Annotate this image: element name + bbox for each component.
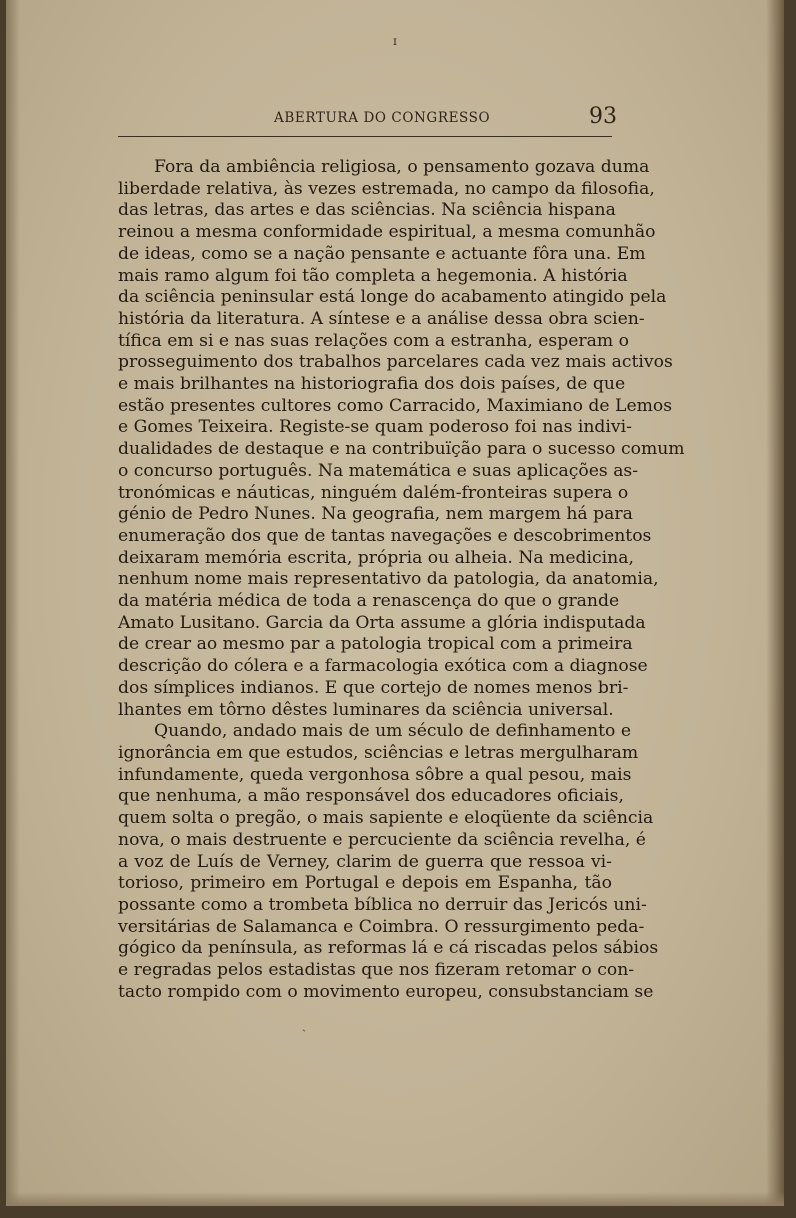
text-line: possante como a trombeta bíblica no derruir das Jericós uni- (118, 894, 647, 915)
text-line: enumeração dos que de tantas navegações e descobrimentos (118, 525, 652, 546)
text-line: tronómicas e náuticas, ninguém dalém-fronteiras supera o (118, 482, 629, 503)
text-line: nenhum nome mais representativo da patologia, da anatomia, (118, 569, 659, 590)
text-line: versitárias de Salamanca e Coimbra. O ressurgimento peda- (118, 916, 645, 937)
text-line: ignorância em que estudos, sciências e letras mergulharam (118, 742, 639, 763)
text-line: e mais brilhantes na historiografia dos dois países, de que (118, 374, 626, 395)
text-line: da matéria médica de toda a renascença do que o grande (118, 591, 620, 612)
text-line: tífica em si e nas suas relações com a estranha, esperam o (118, 330, 629, 351)
page-edge (766, 0, 784, 1206)
text-line: de crear ao mesmo par a patologia tropical com a primeira (118, 634, 633, 655)
text-line: e Gomes Teixeira. Registe-se quam poderoso foi nas indivi- (118, 417, 632, 438)
text-line: Fora da ambiência religiosa, o pensamento gozava duma (154, 157, 650, 177)
printer-mark: ɪ (393, 34, 397, 48)
text-line: história da literatura. A síntese e a análise dessa obra scien- (118, 308, 645, 329)
text-line: que nenhuma, a mão responsável dos educadores oficiais, (118, 786, 624, 807)
text-line: Amato Lusitano. Garcia da Orta assume a glória indisputada (118, 612, 646, 633)
text-line: e regradas pelos estadistas que nos fizeram retomar o con- (118, 960, 635, 981)
page-number: 93 (589, 104, 617, 129)
text-line: deixaram memória escrita, própria ou alheia. Na medicina, (118, 547, 634, 568)
text-line: liberdade relativa, às vezes estremada, no campo da filosofia, (118, 178, 655, 199)
header-rule (118, 136, 612, 137)
text-line: dualidades de destaque e na contribuïção para o sucesso comum (118, 439, 685, 460)
running-title: ABERTURA DO CONGRESSO (274, 110, 491, 126)
text-line: estão presentes cultores como Carracido, Maximiano de Lemos (118, 395, 673, 416)
text-line: quem solta o pregão, o mais sapiente e eloqüente da sciência (118, 808, 654, 829)
text-line: reinou a mesma conformidade espiritual, a mesma comunhão (118, 222, 656, 243)
text-line: torioso, primeiro em Portugal e depois em Espanha, tão (118, 873, 612, 894)
text-line: infundamente, queda vergonhosa sôbre a qual pesou, mais (118, 764, 632, 785)
body-text (118, 157, 685, 1003)
stray-mark: ˎ (302, 1018, 306, 1032)
text-line: Quando, andado mais de um século de definhamento e (154, 721, 632, 742)
text-line: prosseguimento dos trabalhos parcelares cada vez mais activos (118, 352, 673, 373)
text-line: génio de Pedro Nunes. Na geografia, nem margem há para (118, 504, 633, 525)
gutter-shadow (6, 0, 20, 1206)
page-bottom-edge (6, 1192, 784, 1206)
text-line: descrição do cólera e a farmacologia exótica com a diagnose (118, 656, 648, 677)
text-line: a voz de Luís de Verney, clarim de guerra que ressoa vi- (118, 851, 612, 872)
text-line: das letras, das artes e das sciências. Na sciência hispana (118, 200, 616, 221)
text-line: de ideas, como se a nação pensante e actuante fôra una. Em (118, 243, 646, 264)
book-page (6, 0, 784, 1206)
text-line: lhantes em tôrno dêstes luminares da sciência universal. (118, 699, 614, 720)
text-line: dos símplices indianos. E que cortejo de nomes menos bri- (118, 677, 629, 698)
text-line: gógico da península, as reformas lá e cá riscadas pelos sábios (118, 938, 659, 959)
text-line: mais ramo algum foi tão completa a hegemonia. A história (118, 265, 628, 286)
text-line: tacto rompido com o movimento europeu, consubstanciam se (118, 981, 654, 1002)
text-line: o concurso português. Na matemática e suas aplicações as- (118, 460, 639, 481)
text-line: da sciência peninsular está longe do acabamento atingido pela (118, 287, 667, 308)
text-line: nova, o mais destruente e percuciente da sciência revelha, é (118, 829, 646, 850)
